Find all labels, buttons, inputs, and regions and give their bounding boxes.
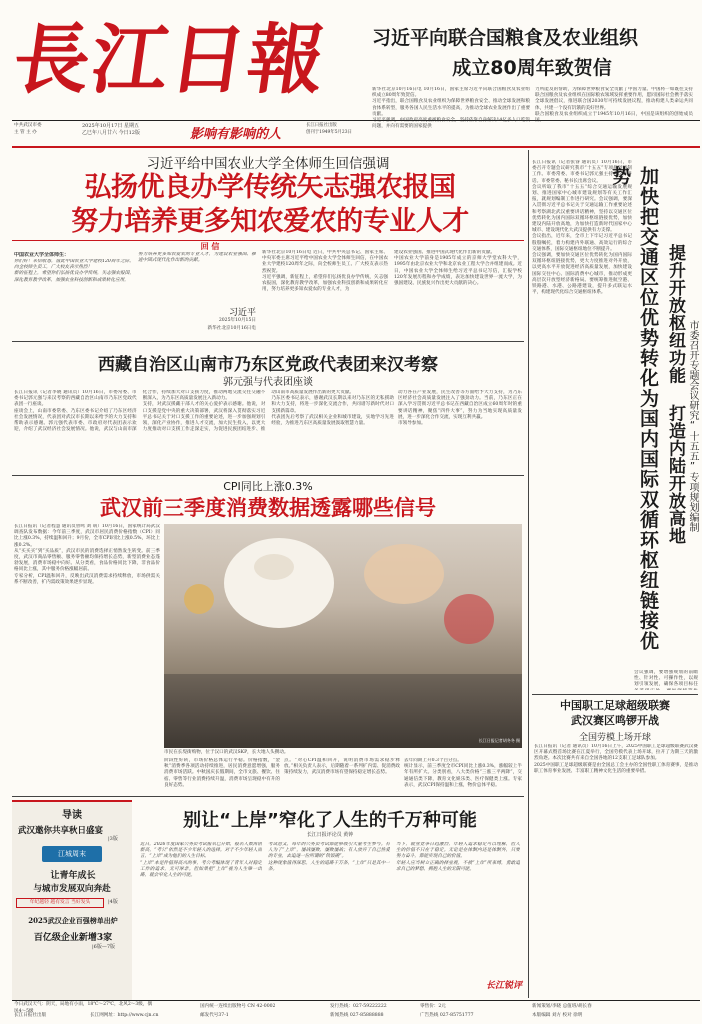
second-story-text-b: 建设农业强国、推进中国式现代化作出新的贡献。 中国农业大学前身是1905年成立的京师大学堂农科大学，1995年由北京农业大学和北京农业工程大学合并组建而成。近日，中国农业大学全体师生给习近平总书记写信，汇报学校120年发展历程和办学成绩，表达加快建设世界一流大学，为强国建设、民族复兴作出更大贡献的决心。: [394, 250, 522, 287]
top-story-text-right: 力所能及的帮助，为保障世界粮食安全贡献了中国力量。中国将一如既往支持联合国粮食及农业组织在国际粮农领域发挥重要作用，愿同国际社会携手落实全球发展倡议，推进联合国2030年可持续发展议程，推动构建人类命运共同体，共建一个没有饥饿的美好世界。 联合国粮食及农业组织成立于1945年10月16日，中国是该组织的创始成员国。: [535, 87, 693, 124]
sidebar-vertical-title-2: 提升开放枢纽功能 打造内陆开放高地: [665, 244, 685, 545]
rule-commentary: [12, 796, 524, 797]
commentary-text-3: 当下，就业竞争日趋激烈，年轻人追求稳定可以理解，但人生的价值不只在于稳定。无论是在体制内还是体制外，只要努力奋斗，都能实现自己的价值。 年轻人应当树立正确的择业观，不被“上岸”所束缚，勇敢追求自己的梦想，拥抱人生的无限可能。: [396, 842, 520, 872]
cpi-text-2: 阶段性好转，市场价格总体运行平稳。价格指数，“金秋”消费季各项活动持续推进，居民消费意愿增强，服务消费市场活跃。中秋国庆长假期间，全市文旅、餐饮、住宿、零售等行业消费持续升温，消费市场呈现稳中有升的良好态势。: [164, 758, 280, 788]
letter-signature: 习近平: [228, 308, 256, 318]
lead-item-1[interactable]: 武汉邀你共享秋日盛宴: [18, 826, 104, 836]
footer-price: 零售价：2元: [420, 1004, 446, 1009]
footer-ad-phone: 广告热线 027-85751777: [420, 1013, 474, 1018]
sidebar-vertical-title-1: 加快把交通区位优势转化为国内国际双循环枢纽链接优势: [609, 166, 659, 651]
cpi-photo-caption: 市民在长堤街购物，位于汉口的武汉SKP，长大地人头攒动。: [164, 750, 289, 755]
sidebar-vertical-kicker: 市委召开专题会议研究“十五五”专项规划编制: [687, 320, 698, 532]
photo-balloon-icon: [184, 584, 214, 614]
lead-item-1-page: |3版: [108, 836, 118, 842]
weekend-badge: 江城周末: [42, 846, 102, 862]
photo-credit: 长江日报记者胡冬冬 摄: [478, 738, 520, 743]
photo-ornament-icon: [444, 594, 494, 644]
footer-phone: 发行热线：027-59222222: [330, 1004, 387, 1009]
cpi-text-4: 去年同期上升0.3个百分点。 统计显示，前三季度全市CPI同比上涨0.3%，涨幅较上半年有所扩大。分类别看，八大类价格“三涨三平两降”，交通通信类下降，教育文化娱乐类、医疗保健类上涨。专家表示，武汉CPI保持温和上涨，物价总体平稳。: [404, 758, 522, 788]
commentary-byline: 长江日报评论员 黄钟: [306, 832, 354, 838]
sidebar-text: 长江日报讯（记者张睿 通讯员）10月16日，市委召开专题会议研究我市“十五五”专项规划编制工作。市委常委、市委书记郭元强主持会议并讲话。市委常委、秘书长出席会议。 会议听取了我市“十五五”综合交通运输发展规划、推进国家中心城市建设规划等有关工作汇报，就规划编制工作进行研究。会议强调，要深入贯彻习近平总书记关于交通运输工作重要论述和考察湖北武汉重要讲话精神，坚持以交通区位优势转化为国内国际双循环枢纽链接优势，加快建设内陆开放高地，为加快打造新时代国家中心城市、建设现代化大武汉提供有力支撑。 会议指出，近年来，全市上下牢记习近平总书记殷殷嘱托，着力构建内外联通、高效运行的综合交通体系，国际交通枢纽地位不断提升。 会议强调，要加快交通区位优势转化为国内国际双循环枢纽链接优势，更大力度推进对外开放，以更高水平开放促进经济高质量发展，加快建设国际交往中心、国际消费中心城市，推动形成更高层次开放型经济新格局。要统筹推进航空港、铁路港、水港、公路港建设，提升多式联运水平，构建现代化综合交通枢纽体系。: [532, 160, 632, 296]
photo-figure-icon: [224, 538, 334, 628]
footer-editors: 新闻策划/李晓 总值班/胡长春: [532, 1004, 592, 1009]
footer-cn: 国内统一连续出版物号 CN 42-0002: [200, 1004, 276, 1009]
footer-news-phone: 新闻热线 027-85888888: [330, 1013, 384, 1018]
lead-item-2-line-2[interactable]: 与城市发展双向奔赴: [33, 884, 111, 894]
sidebar-sub-head-2: 全国劳模上场开球: [578, 733, 651, 743]
photo-figure-face-icon: [254, 554, 294, 580]
lead-box-title: 导读: [62, 810, 82, 821]
section-rule: [12, 146, 700, 148]
lead-item-2-page: |4版: [108, 899, 118, 905]
rule-cpi: [12, 475, 524, 476]
letter-text: 你们好！来信收悉，值此中国农业大学建校120周年之际，向全校师生员工，广大校友表示热烈！ 新的征程上，希望你们弘扬优良办学传统，矢志强农报国，深化教育教学改革，加强农业科技创新和成果转化应用，: [14, 259, 134, 283]
top-story-text-left: 新华社北京10月16日电 10月16日，国家主席习近平向联合国粮食及农业组织成立80周年致贺信。 习近平指出，联合国粮食及农业组织为保障世界粮食安全、推动全球发展和粮食体系转型，服务各国人民生活水平的提高，为推动全球农业发展作出了重要贡献。 习近平强调，中国政府高度重视粮食安全，坚持依靠自身解决14亿多人口吃饭问题，并向有需要的国家提供: [372, 87, 530, 130]
footer-layout: 本版编辑 刘方 校对 徐明: [532, 1013, 583, 1018]
founded-info: 长江日报社出版 创刊于1949年5月23日: [306, 123, 352, 135]
lunar-date: 乙巳年八月廿六 今日12版: [82, 130, 140, 136]
letter-source: 新华社北京10月16日电: [207, 326, 256, 331]
sidebar-lower-text: 会议强调，要增强规划的前瞻性、针对性、可操作性，以规划引领发展，确保各项目标任: [634, 670, 698, 688]
letter-rule: [12, 240, 524, 241]
tibet-story-text: 长江日报讯（记者李晓 通讯员）10月16日，市委常委、市委书记郭元强与来汉考察的西藏自治区山南市乃东区党政代表团一行座谈。 座谈会上，山南市委常委、乃东区委书记介绍了乃东区经济社会发展情况，代表团对武汉市长期以来给予的大力支持和帮助表示感谢。郭元强代表市委、市政府对代表团表示欢迎，介绍了武汉经济社会发展情况。他说，武汉与山南市深化合作，持续加大对口支援力度，推动两地交流交往交融不断深入，为乃东区高质量发展注入新动力。 支持，对武汉援藏干部人才的关心爱护表示感谢。他说，对口支援是党中央的重大决策部署，武汉将深入贯彻落实习近平总书记关于对口支援工作的重要论述，进一步加强规划引领，深化产业协作，推进人才交流，加大民生投入，以更大力度推动对口支援工作走深走实，为促进民族团结进步、推动山南市高质量发展作出新的更大贡献。 乃东区委书记表示，感谢武汉长期以来对乃东区的无私援助和大力支持，将进一步深化交流合作，共同谱写新时代对口支援新篇章。 代表团先后考察了武汉相关企业和城市建设，实地学习先进经验，为推进乃东区高质量发展汲取智慧力量。: [14, 390, 394, 433]
footer-url[interactable]: 长江网网址：http://www.cjn.cn: [90, 1013, 159, 1018]
tibet-story-subtitle: 郭元强与代表团座谈: [223, 377, 313, 388]
lead-item-2-line-1[interactable]: 让青年成长: [50, 871, 96, 881]
letter-greeting: 中国农业大学全体师生：: [14, 252, 70, 258]
footer-publisher: 长江日报社出版: [14, 1013, 47, 1018]
second-story-kicker: 习近平给中国农业大学全体师生回信强调: [146, 156, 390, 172]
second-story-title-2: 努力培养更多知农爱农的专业人才: [71, 206, 469, 237]
sidebar-sub-head: 中国职工足球超级联赛 武汉赛区鸣锣开战: [560, 699, 670, 727]
footer-postcode: 邮发代号37-1: [200, 1013, 229, 1018]
footer-weather: 今日武汉天气：阴天，局地有小雨，18℃～27℃，北风2～3级，偶风4～5级: [14, 1002, 153, 1014]
slogan: 影响有影响的人: [190, 127, 282, 142]
tibet-story-text-2: 动力各在产业发展，民生改善等方面给予大力支持，为乃东区经济社会高质量发展注入了强劲动力。当前，乃东区正在深入学习贯彻习近平总书记在西藏自治区成立60周年时的重要讲话精神，聚焦“四件大事”，努力为当地实现高质量发展，进一步深化合作交流，实现互利共赢。 市领导参加。: [398, 390, 522, 427]
cpi-text: 长江日报讯（记者程慧 通讯员曾鸣 刘 萌）10月16日，国家统计局武汉调查队发布数据：今年前三季度，武汉市居民消费价格指数（CPI）同比上涨0.3%，持续温和回升；9月份，全市CPI同比上涨0.5%，环比上涨0.2%。 从“买买买”到“买品质”，武汉市民的消费选择正悄然发生转变。前三季度，武汉市商品零售额、服务零售额均保持增长态势，新型消费业态蓬勃发展，消费市场稳中向好。从分类看，食品价格同比下降，非食品价格同比上涨，其中服务价格涨幅居前。 专家分析，CPI温和回升，反映出武汉消费需求持续释放，市场供需关系不断改善，扩内需政策效果逐步显现。: [14, 524, 160, 585]
publisher-info: 中共武汉市委 主 管 主 办: [14, 123, 42, 135]
cpi-text-3: 点。“对心CPI温和回升，说明消费市场需求稳步释放。”相关负责人表示，后期随着一系列扩内需、促消费政策持续发力，武汉消费市场有望保持稳定增长态势。: [284, 758, 400, 776]
photo-decor-icon: [364, 544, 444, 604]
letter-label: 回 信: [190, 241, 230, 252]
lead-item-2-tags: 年纪越轻 越有发言 当好发头: [16, 898, 104, 908]
top-story-title-1: 习近平向联合国粮食及农业组织: [372, 27, 639, 49]
second-story-text-a: 新华社北京10月16日电 近日，中共中央总书记、国家主席、中央军委主席习近平给中国农业大学全体师生回信，在中国农业大学建校120周年之际，向全校师生员工、广大校友表示热烈祝贺。 习近平强调，新征程上，希望你们弘扬优良办学传统，矢志强农报国，深化教育教学改革，加强农业科技创新和成果转化应用，努力培养更多知农爱农的专业人才，为: [262, 250, 388, 293]
cpi-photo: [164, 524, 522, 748]
commentary-text-2: 考试意义，每年的公务员考试都能够吸引大量考生参与。有人为了“上岸”，屡战屡败、屡败屡战；有人放弃了自己热爱的专业，去追逐一份所谓的“铁饭碗”。 这种现象值得深思。人生的道路千万条，“上岸”只是其中一条。: [268, 842, 390, 872]
cpi-kicker: CPI同比上涨0.3%: [223, 480, 313, 493]
second-story-title-1: 弘扬优良办学传统矢志强农报国: [84, 172, 456, 203]
top-story-title-2: 成立80周年致贺信: [452, 57, 612, 79]
commentary-text-1: 近日，2026年度国家公务员考试报名已开始，报名人数再创新高，“考公”依然是不少年轻人的选择。对于不少年轻人而言，“上岸”成为他们的人生目标。 “上岸”本是件值得高兴的事，考公考编体现了青年人对稳定工作的追求，无可厚非。但如果把“上岸”视为人生唯一出路，就会窄化人生的可能。: [140, 842, 262, 879]
rule-tibet: [12, 341, 524, 342]
letter-date: 2025年10月15日: [218, 318, 256, 323]
sidebar-sub-text: 长江日报讯（记者 通讯员）10月16日上午，2025中国职工足球超级联赛武汉赛区开幕式暨首场比赛在江夏举行，全国劳模代表上场开球，拉开了为期三天的激烈角逐。本次比赛共有来自全国各地的12支职工足球队参加。 2025中国职工足球超级联赛是由全国总工会主办的全国性职工体育赛事，是推动职工体育事业发展、丰富职工精神文化生活的重要举措。: [534, 744, 698, 774]
cpi-title: 武汉前三季度消费数据透露哪些信号: [100, 496, 436, 520]
photo-crowd: [164, 674, 522, 748]
letter-text-2: 努力培养更多知农爱农的专业人才，为建设农业强国、推进中国式现代化作出新的贡献。: [138, 252, 256, 264]
lead-item-3-line-1[interactable]: 2025武汉企业百强榜单出炉: [28, 916, 118, 925]
rule-sidebar-sub: [532, 694, 698, 695]
masthead-logo: 長江日報: [7, 15, 333, 104]
sidebar-divider: [528, 150, 529, 998]
tibet-story-title: 西藏自治区山南市乃东区党政代表团来汉考察: [98, 355, 438, 375]
lead-box: [12, 800, 132, 1000]
footer-rule: [12, 1000, 700, 1001]
commentary-title: 别让“上岸”窄化了人生的千万种可能: [183, 810, 477, 831]
commentary-stamp: 长江锐评: [485, 981, 522, 991]
issue-date: 2025年10月17日 星期五: [82, 123, 140, 129]
lead-item-3-page: |6版—7版: [92, 944, 116, 950]
lead-item-3-line-2[interactable]: 百亿级企业新增3家: [33, 933, 113, 943]
